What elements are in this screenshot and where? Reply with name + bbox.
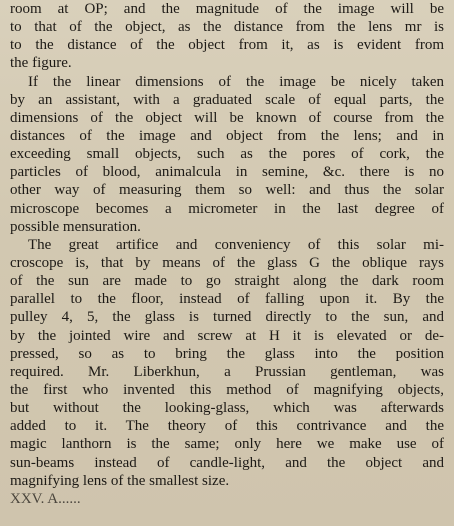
text-line: pressed, so as to bring the glass into the position xyxy=(10,345,444,362)
text-line: the first who invented this method of magnifying objects, xyxy=(10,381,444,398)
text-line: particles of blood, animalcula in semine, &c. there is no xyxy=(10,164,444,181)
text-line: required. Mr. Liberkhun, a Prussian gentleman, was xyxy=(10,363,444,380)
text-line: room at OP; and the magnitude of the image will be xyxy=(10,1,444,17)
text-line: by an assistant, with a graduated scale of equal parts, the xyxy=(10,91,444,108)
text-line: to the distance of the object from it, as is evident from xyxy=(10,37,444,54)
text-line: of the sun are made to go straight along the dark room xyxy=(10,273,444,290)
text-line: microscope becomes a micrometer in the last degree of xyxy=(10,200,444,217)
text-line: magnifying lens of the smallest size. xyxy=(10,472,230,489)
text-line: by the jointed wire and screw at H it is elevated or de- xyxy=(10,327,444,344)
text-line: exceeding small objects, such as the pores of cork, the xyxy=(10,146,444,163)
text-line: other way of measuring them so well: and thus the solar xyxy=(10,182,444,199)
text-line: distances of the image and object from the lens; and in xyxy=(10,127,444,144)
text-line: to that of the object, as the distance from the lens mr is xyxy=(10,19,444,36)
text-line: XXV. A...... xyxy=(10,490,81,507)
text-block xyxy=(10,0,444,508)
text-line: croscope is, that by means of the glass G the oblique rays xyxy=(10,254,444,271)
text-line: pulley 4, 5, the glass is turned directly to the sun, and xyxy=(10,309,444,326)
text-line: the figure. xyxy=(10,55,72,72)
text-line: dimensions of the object will be known of course from the xyxy=(10,109,444,126)
text-line: magic lanthorn is the same; only here we make use of xyxy=(10,436,444,453)
text-line: If the linear dimensions of the image be nicely taken xyxy=(28,73,444,90)
text-line: but without the looking-glass, which was afterwards xyxy=(10,400,444,417)
text-line: sun-beams instead of candle-light, and the object and xyxy=(10,454,444,471)
text-line: parallel to the floor, instead of falling upon it. By the xyxy=(10,291,444,308)
text-line: The great artifice and conveniency of this solar mi- xyxy=(28,236,444,253)
text-line: added to it. The theory of this contrivance and the xyxy=(10,418,444,435)
text-line: possible mensuration. xyxy=(10,218,141,235)
